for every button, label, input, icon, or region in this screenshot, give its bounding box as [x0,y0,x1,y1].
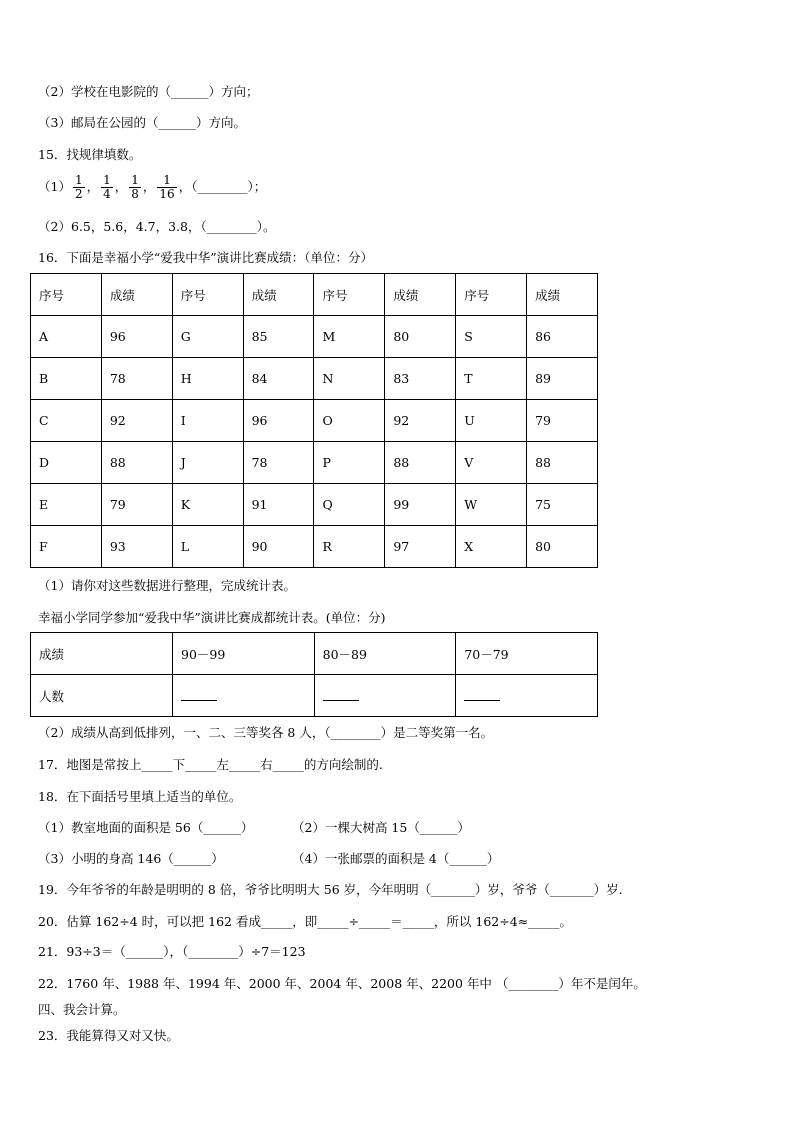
score-cell: 成绩 [243,274,314,316]
q14-part2: （2）学校在电影院的（______）方向； [38,84,259,99]
score-cell: 80 [385,316,456,358]
q18-title: 18．在下面括号里填上适当的单位。 [38,789,242,804]
q14-part3: （3）邮局在公园的（______）方向。 [38,115,246,130]
id-cell: 序号 [31,274,102,316]
score-cell: 92 [101,400,172,442]
score-cell: 成绩 [385,274,456,316]
id-cell: S [456,316,527,358]
id-cell: F [31,526,102,568]
count-blank[interactable] [314,675,456,717]
score-cell: 88 [101,442,172,484]
q18-part4: （4）一张邮票的面积是 4（______） [292,851,500,866]
score-cell: 96 [101,316,172,358]
fraction-separator: ， [142,179,156,194]
fraction-numerator: 1 [74,173,83,187]
stats-header-cell: 70－79 [456,633,598,675]
id-cell: R [314,526,385,568]
fraction-separator: ， [114,179,128,194]
stats-table-header-row [31,633,598,675]
score-table-row [31,358,598,400]
score-table-row [31,484,598,526]
id-cell: 序号 [314,274,385,316]
id-cell: P [314,442,385,484]
id-cell: D [31,442,102,484]
id-cell: A [31,316,102,358]
id-cell: H [172,358,243,400]
score-cell: 85 [243,316,314,358]
q15-part2: （2）6.5，5.6，4.7，3.8，（________）。 [38,219,276,234]
id-cell: 序号 [456,274,527,316]
id-cell: O [314,400,385,442]
fraction [101,174,113,201]
stats-table-count-row [31,675,598,717]
fraction [73,174,85,201]
score-cell: 88 [385,442,456,484]
fraction-denominator: 8 [131,187,139,201]
blank-line [181,688,217,701]
score-cell: 92 [385,400,456,442]
stats-header-cell: 80－89 [314,633,456,675]
score-cell: 99 [385,484,456,526]
score-cell: 83 [385,358,456,400]
q15-title: 15．找规律填数。 [38,147,142,162]
score-cell: 79 [527,400,598,442]
count-blank[interactable] [456,675,598,717]
id-cell: B [31,358,102,400]
id-cell: U [456,400,527,442]
q18-part1: （1）教室地面的面积是 56（______） [38,820,254,835]
id-cell: I [172,400,243,442]
blank-line [464,688,500,701]
score-cell: 89 [527,358,598,400]
q15-part1-suffix: ，（________）； [178,179,267,194]
fraction-separator: ， [86,179,100,194]
q23: 23．我能算得又对又快。 [38,1028,179,1043]
fraction [129,174,141,201]
id-cell: Q [314,484,385,526]
fraction-denominator: 16 [159,187,175,201]
id-cell: M [314,316,385,358]
fraction [157,174,176,201]
fraction-numerator: 1 [157,174,176,188]
q18-part3: （3）小明的身高 146（______） [38,851,224,866]
q15-part1-prefix: （1） [38,179,71,194]
id-cell: K [172,484,243,526]
score-cell: 80 [527,526,598,568]
id-cell: L [172,526,243,568]
stats-table-title: 幸福小学同学参加“爱我中华”演讲比赛成都统计表。(单位：分) [38,610,386,625]
id-cell: E [31,484,102,526]
score-table-row [31,442,598,484]
score-cell: 78 [101,358,172,400]
q15-part1 [38,172,266,202]
q20: 20．估算 162÷4 时，可以把 162 看成_____，即_____÷_____＝_____，所以 162÷4≈_____。 [38,914,572,929]
q17: 17．地图是常按上_____下_____左_____右_____的方向绘制的. [38,757,383,772]
score-table-row [31,526,598,568]
id-cell: C [31,400,102,442]
id-cell: X [456,526,527,568]
score-cell: 91 [243,484,314,526]
stats-table [30,632,598,717]
score-cell: 97 [385,526,456,568]
score-cell: 96 [243,400,314,442]
score-table-row [31,316,598,358]
score-cell: 93 [101,526,172,568]
score-cell: 成绩 [101,274,172,316]
id-cell: 序号 [172,274,243,316]
q16-part2: （2）成绩从高到低排列，一、二、三等奖各 8 人，（________）是二等奖第一名。 [38,725,494,740]
score-cell: 88 [527,442,598,484]
fraction-denominator: 4 [103,187,111,201]
fraction-denominator: 2 [74,187,83,201]
blank-line [323,688,359,701]
id-cell: J [172,442,243,484]
fraction-numerator: 1 [131,173,139,187]
q21: 21．93÷3＝（______），（________）÷7＝123 [38,944,306,959]
q19: 19．今年爷爷的年龄是明明的 8 倍，爷爷比明明大 56 岁，今年明明（_______）岁，爷爷（_______）岁. [38,882,623,897]
score-cell: 90 [243,526,314,568]
stats-header-cell: 90－99 [173,633,315,675]
stats-row-label: 人数 [31,675,173,717]
score-table-row [31,400,598,442]
score-cell: 成绩 [527,274,598,316]
score-cell: 75 [527,484,598,526]
score-cell: 84 [243,358,314,400]
id-cell: G [172,316,243,358]
score-table-header-row [31,274,598,316]
score-cell: 78 [243,442,314,484]
q18-part2: （2）一棵大树高 15（______） [292,820,470,835]
q16-part1: （1）请你对这些数据进行整理，完成统计表。 [38,578,296,593]
q16-title: 16．下面是幸福小学“爱我中华”演讲比赛成绩：（单位：分） [38,250,373,265]
score-cell: 86 [527,316,598,358]
stats-header-cell: 成绩 [31,633,173,675]
count-blank[interactable] [173,675,315,717]
q22: 22．1760 年、1988 年、1994 年、2000 年、2004 年、2008 年、2200 年中 （________）年不是闰年。 [38,976,646,991]
id-cell: N [314,358,385,400]
score-cell: 79 [101,484,172,526]
score-table [30,273,598,568]
id-cell: V [456,442,527,484]
fraction-numerator: 1 [103,173,111,187]
id-cell: T [456,358,527,400]
fraction-sequence [71,173,179,201]
id-cell: W [456,484,527,526]
section-4-title: 四、我会计算。 [38,1002,126,1017]
